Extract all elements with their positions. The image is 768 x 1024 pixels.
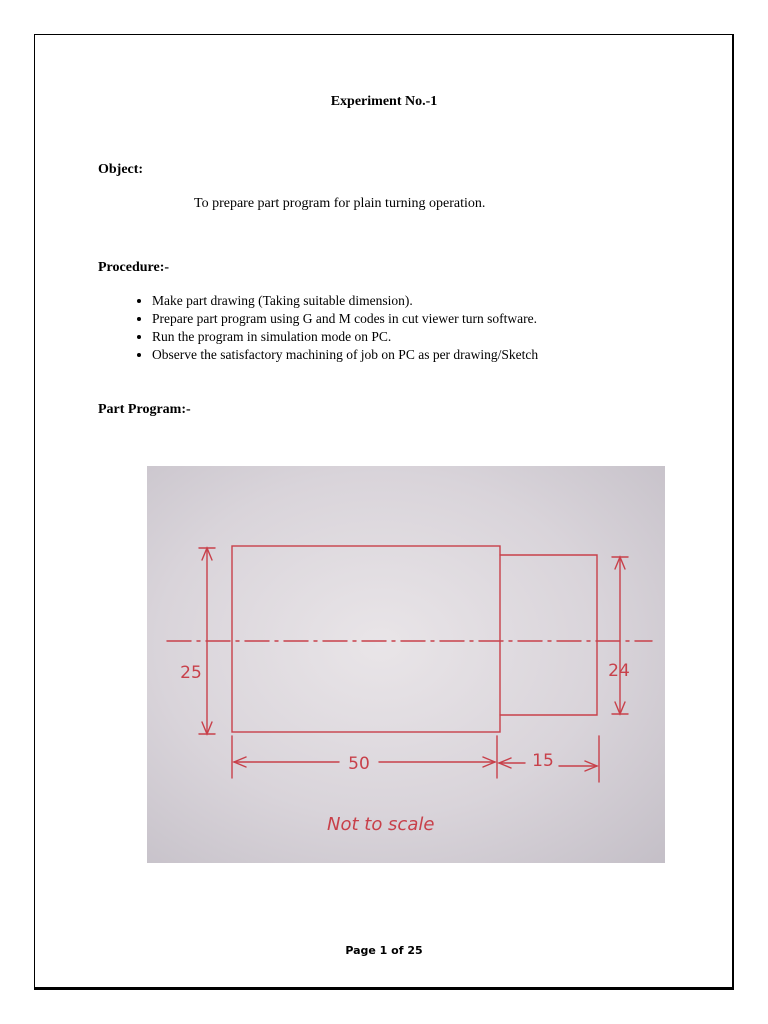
procedure-step: • Make part drawing (Taking suitable dimension). xyxy=(152,292,538,310)
procedure-step: • Run the program in simulation mode on PC. xyxy=(152,328,538,346)
large-cylinder-outline xyxy=(232,546,500,732)
object-heading: Object: xyxy=(98,162,144,177)
dim-label-25: 25 xyxy=(180,663,202,683)
part-drawing-photo xyxy=(147,466,665,863)
object-text: To prepare part program for plain turning operation. xyxy=(194,196,486,211)
dim-label-24: 24 xyxy=(608,661,630,681)
small-cylinder-outline xyxy=(500,555,597,715)
drawing-note: Not to scale xyxy=(327,814,435,835)
part-sketch xyxy=(147,466,665,863)
dim-label-50: 50 xyxy=(348,754,370,774)
part-program-heading: Part Program:- xyxy=(98,402,191,417)
page-number: Page 1 of 25 xyxy=(345,944,423,957)
experiment-title: Experiment No.-1 xyxy=(330,94,438,109)
procedure-step: • Prepare part program using G and M codes in cut viewer turn software. xyxy=(152,310,538,328)
procedure-step: • Observe the satisfactory machining of job on PC as per drawing/Sketch xyxy=(152,346,538,364)
procedure-heading: Procedure:- xyxy=(98,260,170,275)
dim-label-15: 15 xyxy=(532,751,554,771)
procedure-list xyxy=(126,292,538,364)
